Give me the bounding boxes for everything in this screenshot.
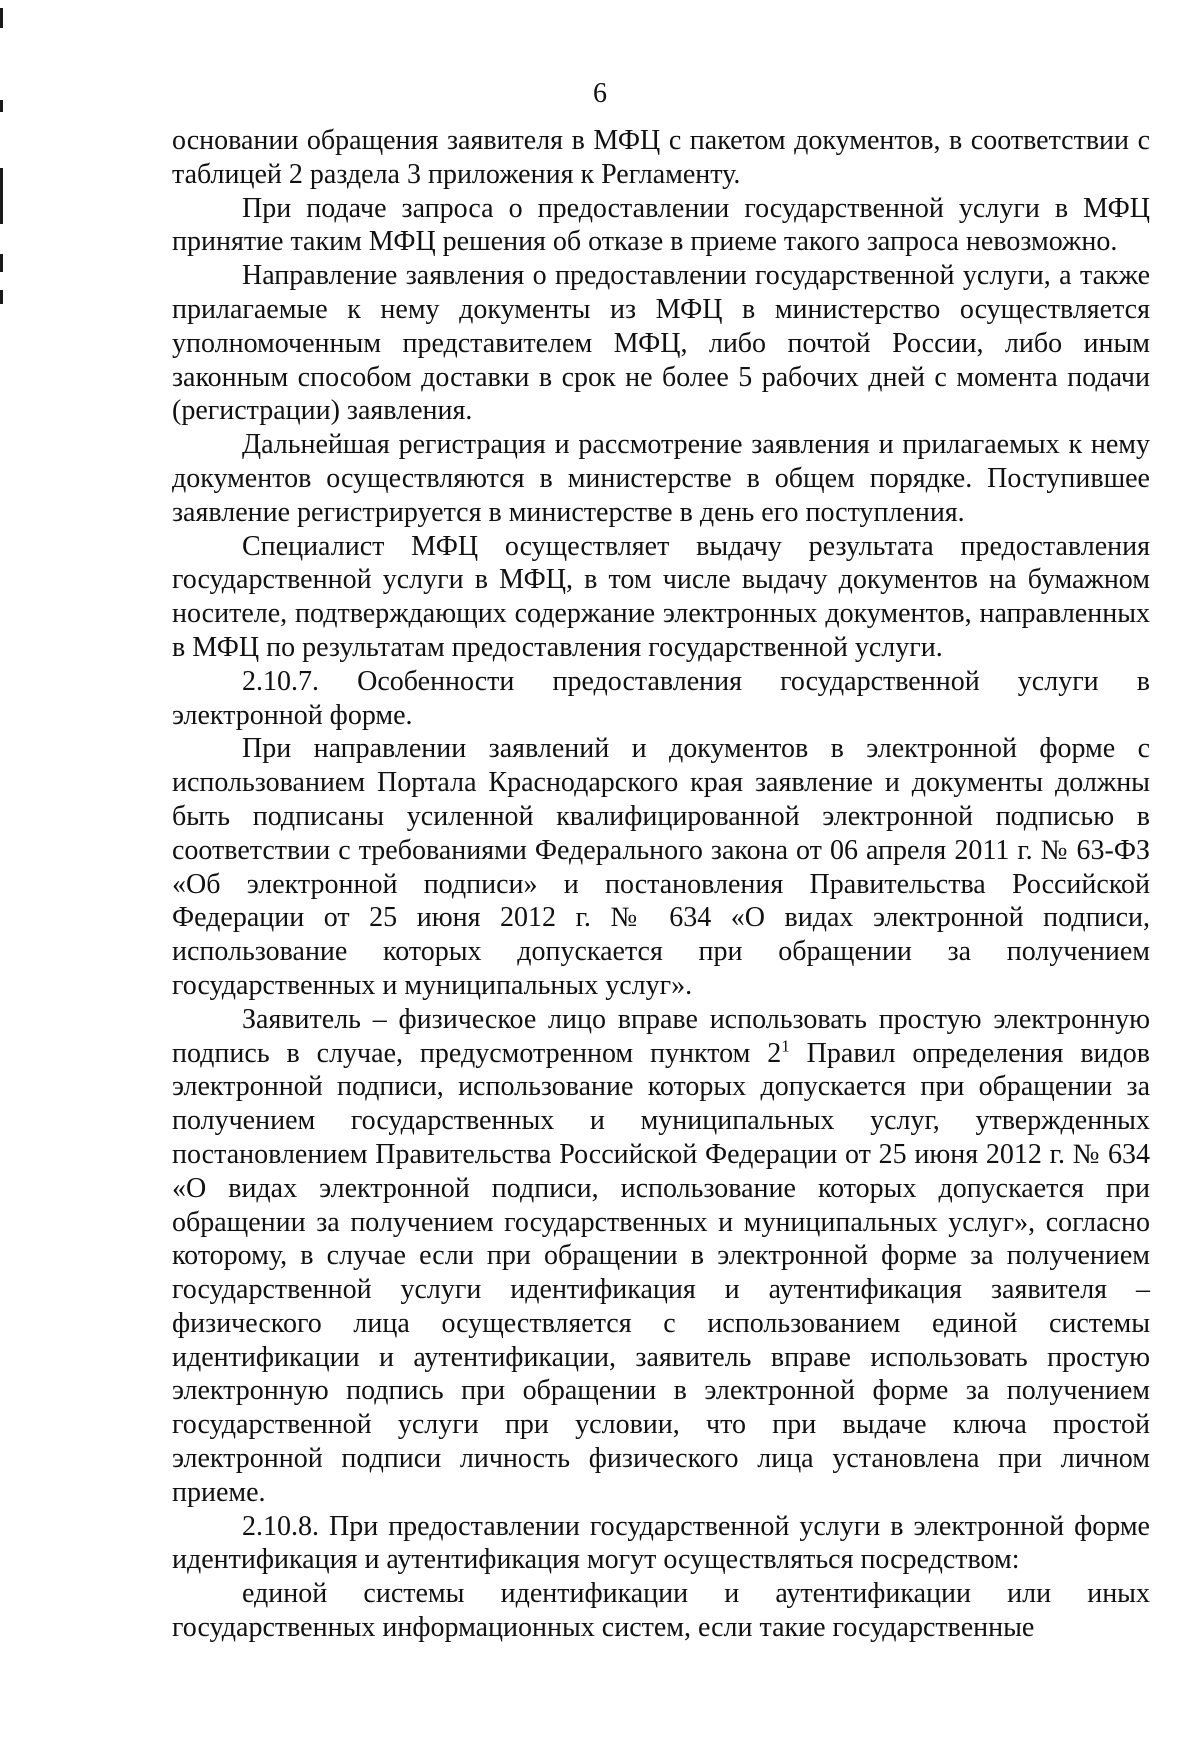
superscript: 1: [781, 1036, 790, 1056]
scan-edge-mark: [0, 290, 3, 304]
paragraph: При направлении заявлений и документов в электронной форме с использованием Портала Краснодарского края заявление и документы должны быть подписаны усиленной квалифицированной электронной подписью в соответствии с требованиями Федерального закона от 06 апреля 2011 г. № 63-ФЗ «Об электронной подписи» и постановления Правительства Российской Федерации от 25 июня 2012 г. № 634 «О видах электронной подписи, использование которых допускается при обращении за получением государственных и муниципальных услуг».: [172, 733, 1150, 1001]
document-body: [172, 124, 1150, 1645]
paragraph-text: Правил определения видов электронной подписи, использование которых допускается при обращении за получением государственных и муниципальных услуг, утвержденных постановлением Правительства Российской Федерации от 25 июня 2012 г. № 634 «О видах электронной подписи, использование которых допускается при обращении за получением государственных и муниципальных услуг», согласно которому, в случае если при обращении в электронной форме за получением государственной услуги идентификация и аутентификация заявителя – физического лица осуществляется с использованием единой системы идентификации и аутентификации, заявитель вправе использовать простую электронную подпись при обращении в электронной форме за получением государственной услуги при условии, что при выдаче ключа простой электронной подписи личность физического лица установлена при личном приеме.: [172, 1037, 1150, 1508]
section-heading-2-10-7: 2.10.7. Особенности предоставления государственной услуги в электронной форме.: [172, 665, 1150, 731]
page-number: 6: [593, 78, 607, 109]
scan-edge-mark: [0, 254, 3, 272]
paragraph: Направление заявления о предоставлении государственной услуги, а также прилагаемые к нему документы из МФЦ в министерство осуществляется уполномоченным представителем МФЦ, либо почтой России, либо иным законным способом доставки в срок не более 5 рабочих дней с момента подачи (регистрации) заявления.: [172, 260, 1150, 427]
paragraph: единой системы идентификации и аутентификации или иных государственных информационных систем, если такие государственные: [172, 1578, 1150, 1644]
paragraph-text: Заявитель – физическое лицо вправе использовать простую электронную подпись в случае, предусмотренном пунктом 2: [172, 1003, 1150, 1069]
paragraph: основании обращения заявителя в МФЦ с пакетом документов, в соответствии с таблицей 2 раздела 3 приложения к Регламенту.: [172, 125, 1150, 190]
paragraph: [172, 1003, 1150, 1510]
paragraph: Специалист МФЦ осуществляет выдачу результата предоставления государственной услуги в МФЦ, в том числе выдачу документов на бумажном носителе, подтверждающих содержание электронных документов, направленных в МФЦ по результатам предоставления государственной услуги.: [172, 530, 1150, 663]
scan-edge-mark: [0, 8, 3, 28]
section-heading-2-10-8: 2.10.8. При предоставлении государственной услуги в электронной форме идентификация и аутентификация могут осуществляться посредством:: [172, 1510, 1150, 1576]
scan-edge-mark: [0, 168, 3, 224]
paragraph: При подаче запроса о предоставлении государственной услуги в МФЦ принятие таким МФЦ решения об отказе в приеме такого запроса невозможно.: [172, 192, 1150, 258]
paragraph: Дальнейшая регистрация и рассмотрение заявления и прилагаемых к нему документов осуществляются в министерстве в общем порядке. Поступившее заявление регистрируется в министерстве в день его поступления.: [172, 429, 1150, 528]
